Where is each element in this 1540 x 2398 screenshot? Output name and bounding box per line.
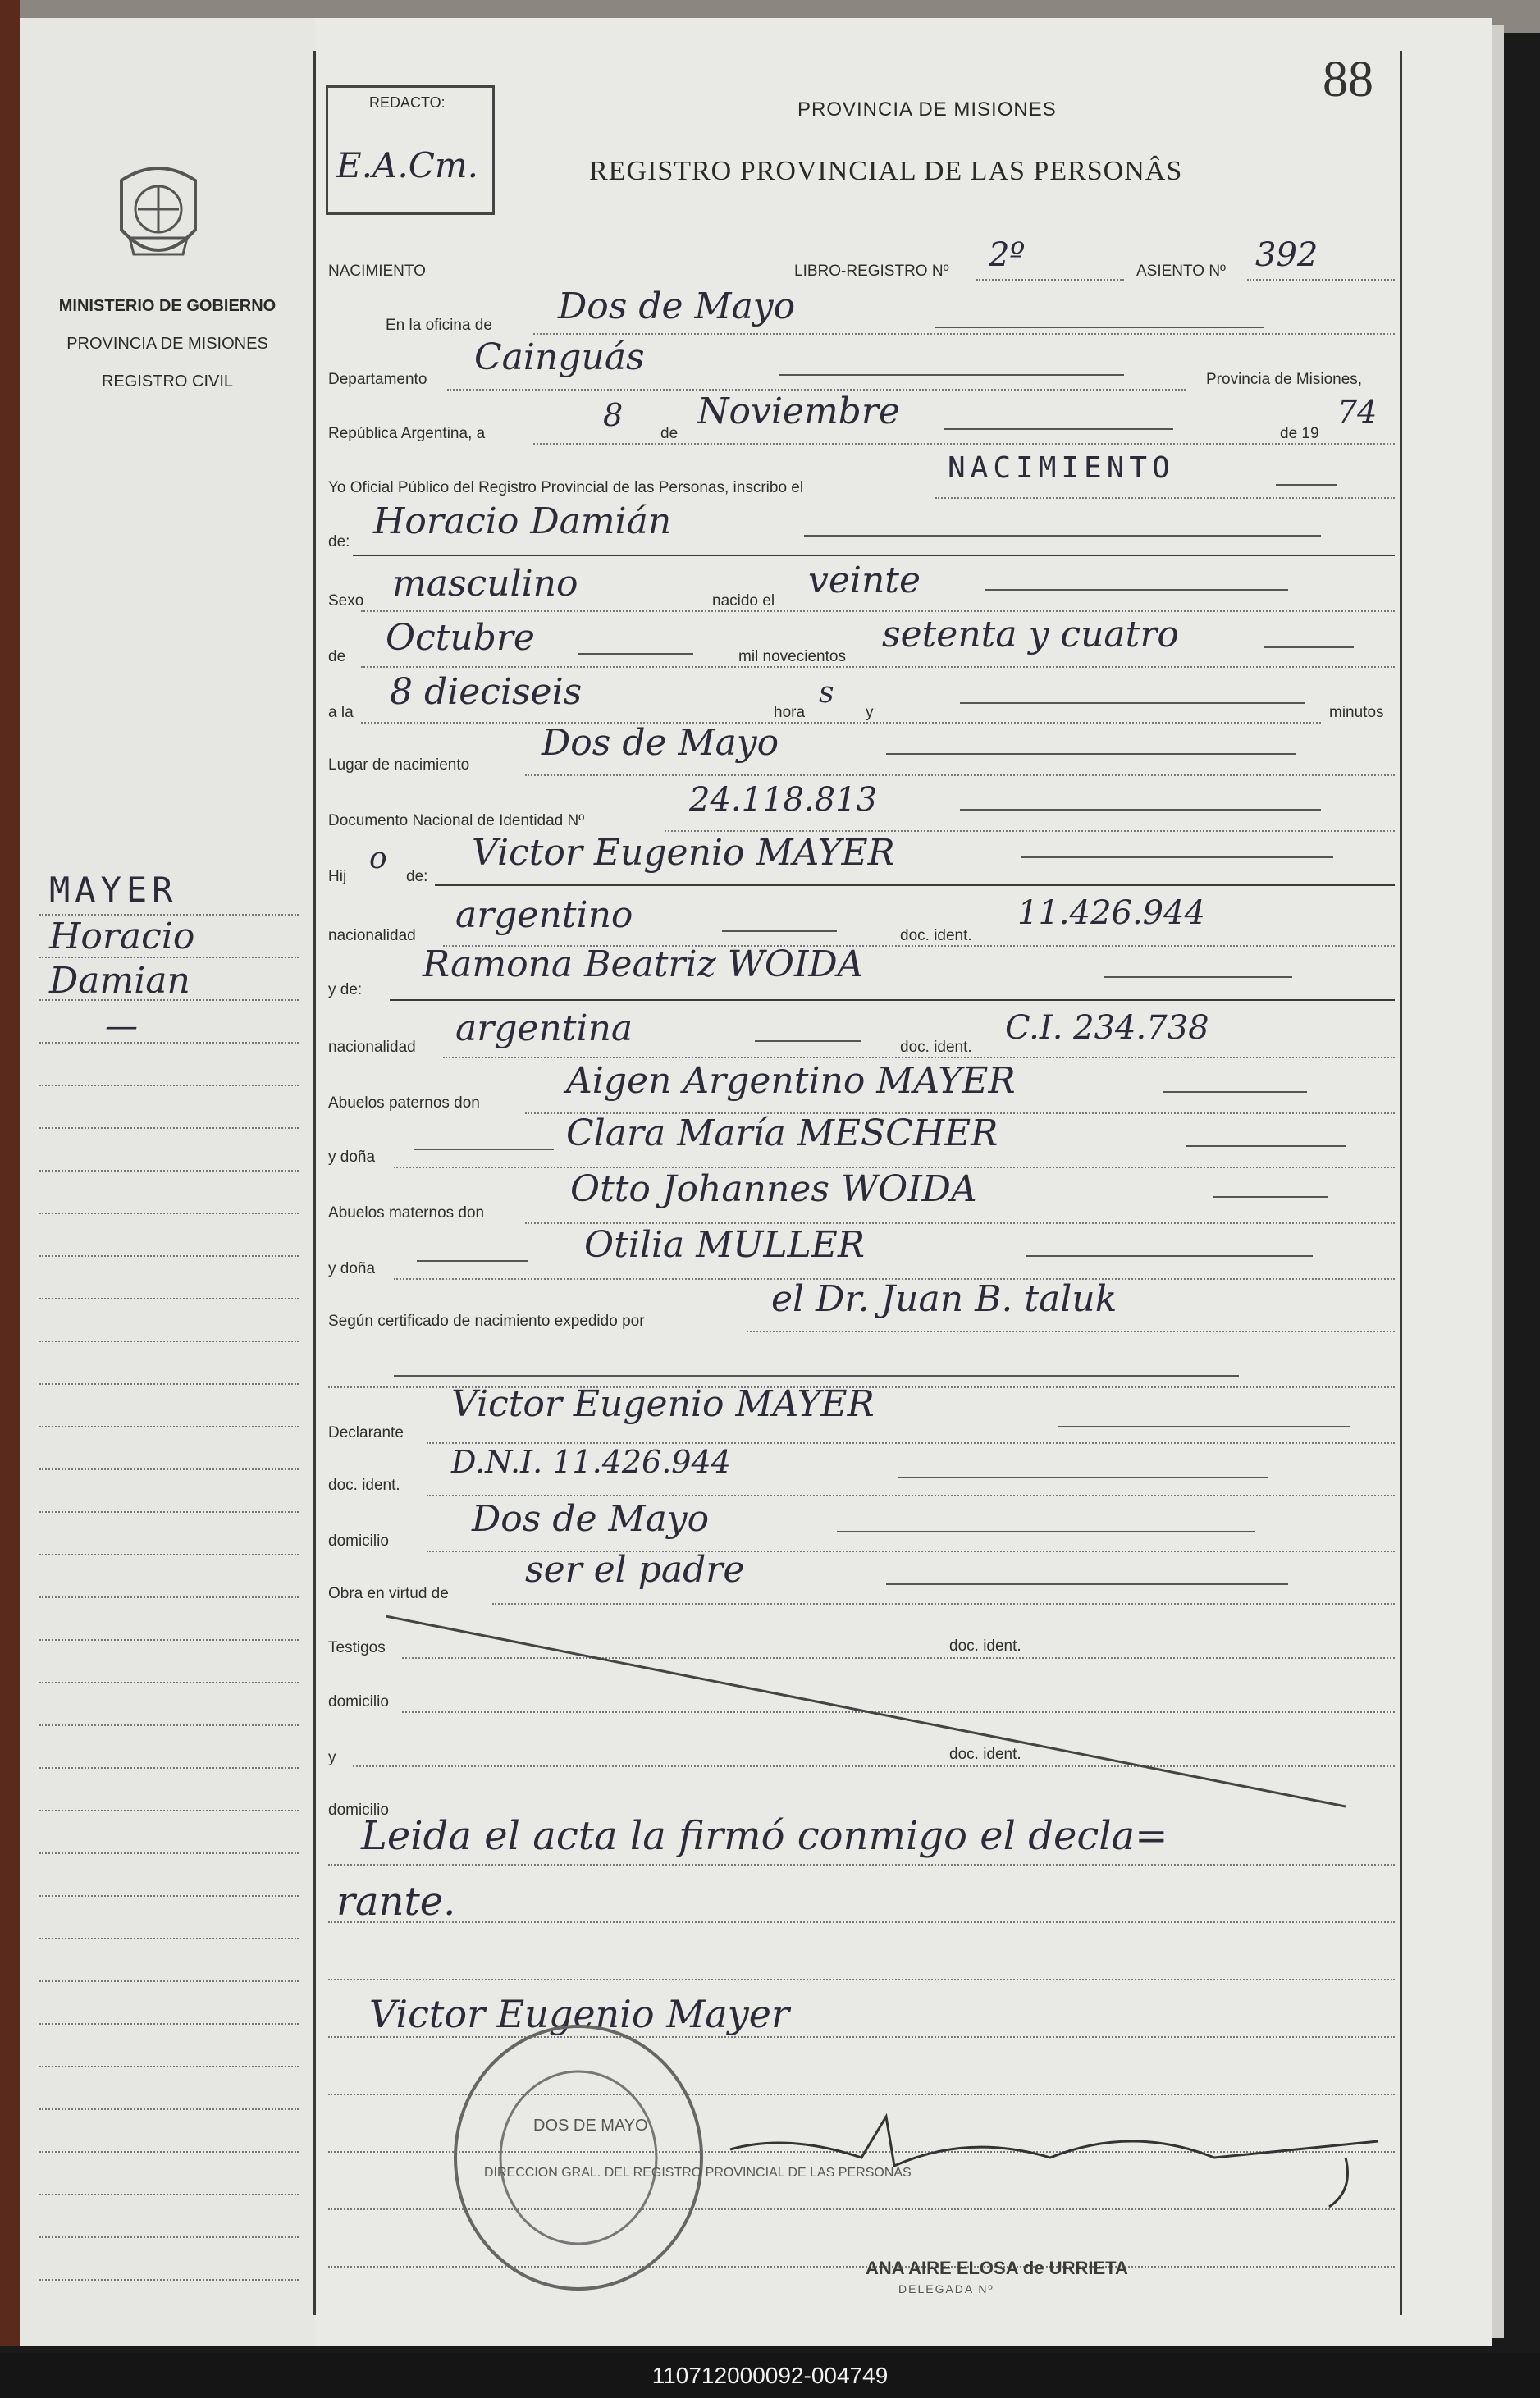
abuelo-mat-value: Otto Johannes WOIDA (570, 1168, 977, 1210)
rule (1213, 1196, 1328, 1198)
margin-rule (39, 1341, 299, 1342)
registry-title: REGISTRO PROVINCIAL DE LAS PERSONÂS (589, 156, 1183, 186)
rule (1104, 976, 1292, 978)
hora-label: hora (774, 704, 806, 721)
oficina-label: En la oficina de (386, 317, 492, 334)
docident3-label: doc. ident. (949, 1746, 1021, 1763)
domicilio3-label: domicilio (328, 1802, 389, 1819)
margin-rule (39, 1852, 299, 1854)
abuela-mat-value: Otilia MULLER (584, 1224, 866, 1266)
rule (492, 1603, 1395, 1605)
rule (722, 930, 837, 932)
margin-rule (39, 1639, 299, 1641)
rule (328, 1864, 1395, 1866)
sexo-value: masculino (392, 563, 578, 605)
rule (328, 1979, 1395, 1980)
margin-rule (39, 1255, 299, 1257)
rule (1247, 279, 1395, 281)
rule (985, 589, 1288, 591)
leida-line1: Leida el acta la firmó conmigo el decla= (361, 1813, 1168, 1859)
ministry-block (20, 287, 315, 400)
nacionalidad-label: nacionalidad (328, 927, 416, 944)
rule (1264, 646, 1354, 648)
hora-num: s (819, 676, 834, 710)
libro-value: 2º (989, 236, 1026, 274)
officer-title: DELEGADA Nº (898, 2282, 994, 2295)
rule (414, 1149, 554, 1150)
hora-value: 8 dieciseis (390, 671, 583, 713)
provincia-label: Provincia de Misiones, (1206, 371, 1363, 388)
rule (361, 610, 1395, 612)
margin-rule (39, 1468, 299, 1470)
doc-decl-label: doc. ident. (328, 1477, 400, 1494)
margin-rule (39, 2023, 299, 2025)
certificado-label: Según certificado de nacimiento expedido por (328, 1313, 645, 1330)
nacionalidad-label: nacionalidad (328, 1039, 416, 1056)
rule (361, 722, 1321, 724)
lugar-label: Lugar de nacimiento (328, 756, 470, 774)
rule (525, 774, 1395, 776)
margin-rule (39, 2108, 299, 2110)
redacto-label: REDACTO: (369, 94, 446, 111)
rule (1163, 1091, 1307, 1093)
strikethrough-line (386, 1613, 1354, 1810)
docident-label: doc. ident. (900, 927, 972, 944)
margin-rule (39, 1127, 299, 1129)
margin-rule (39, 1042, 299, 1044)
page-edge (1492, 25, 1504, 2338)
officer-signature (722, 2100, 1395, 2215)
de-label: de (660, 425, 679, 442)
minutos-label: minutos (1329, 704, 1384, 721)
rule (1058, 1426, 1350, 1427)
rule (443, 1057, 1395, 1058)
ministry-line2: PROVINCIA DE MISIONES (66, 335, 268, 353)
oficial-label: Yo Oficial Público del Registro Provincial de las Personas, inscribo el (328, 479, 804, 496)
rule (1021, 856, 1333, 858)
abuelos-pat-label: Abuelos paternos don (328, 1094, 480, 1112)
de19-label: de 19 (1280, 425, 1319, 442)
footer-bar (0, 2353, 1540, 2398)
rule (394, 1375, 1239, 1377)
margin-second-name: Damian (49, 960, 190, 1002)
hij-suffix: o (369, 842, 387, 875)
margin-rule (39, 1724, 299, 1726)
margin-rule (39, 914, 299, 916)
margin-rule (39, 1383, 299, 1385)
margin-dash: — (105, 1007, 138, 1045)
rule (435, 884, 1395, 886)
margin-rule (39, 2151, 299, 2153)
margin-rule (39, 2236, 299, 2238)
rule (417, 1260, 528, 1262)
declarante-value: Victor Eugenio MAYER (451, 1383, 875, 1425)
province-title: PROVINCIA DE MISIONES (797, 98, 1057, 121)
rule (886, 753, 1296, 755)
rule (533, 333, 1395, 335)
margin-rule (39, 957, 299, 958)
margin-rule (39, 1596, 299, 1598)
ydona-label: y doña (328, 1260, 376, 1277)
de3-label: de: (406, 868, 428, 885)
abuela-pat-value: Clara María MESCHER (566, 1112, 998, 1154)
nacimiento-label: NACIMIENTO (328, 263, 426, 280)
anio-nac-value: setenta y cuatro (882, 614, 1179, 655)
docident2-label: doc. ident. (949, 1637, 1021, 1655)
rule (353, 555, 1395, 556)
margin-rule (39, 1682, 299, 1683)
margin-rule (39, 1938, 299, 1939)
ministry-line1: MINISTERIO DE GOBIERNO (58, 297, 276, 315)
lugar-value: Dos de Mayo (542, 722, 779, 764)
y2-label: y (328, 1749, 336, 1766)
asiento-label: ASIENTO Nº (1136, 263, 1226, 280)
ydona-label: y doña (328, 1149, 376, 1166)
rule (935, 497, 1395, 499)
rule (898, 1477, 1268, 1478)
rule (1026, 1255, 1313, 1257)
margin-rule (39, 1213, 299, 1214)
margin-rule (39, 1298, 299, 1299)
rule (944, 428, 1173, 430)
margin-first-name: Horacio (49, 916, 195, 957)
departamento-value: Cainguás (474, 336, 645, 378)
inscribo-value: NACIMIENTO (948, 451, 1175, 485)
rule (804, 535, 1321, 537)
hij-label: Hij (328, 868, 347, 885)
rule (886, 1583, 1288, 1585)
nac-madre-value: argentina (455, 1007, 633, 1049)
rule (578, 653, 693, 655)
nacido-label: nacido el (712, 592, 775, 610)
rule (1186, 1145, 1346, 1147)
rule (960, 702, 1305, 704)
footer-code: 110712000092-004749 (651, 2363, 889, 2388)
ala-label: a la (328, 704, 354, 721)
margin-rule (39, 1085, 299, 1086)
margin-rule (39, 1895, 299, 1897)
domicilio2-label: domicilio (328, 1693, 389, 1711)
mes-value: Noviembre (697, 391, 900, 432)
right-border (1400, 51, 1402, 2315)
rule (976, 279, 1124, 281)
emblem-icon (105, 156, 212, 271)
asiento-value: 392 (1255, 236, 1318, 274)
rule (361, 666, 1395, 668)
sexo-label: Sexo (328, 592, 364, 610)
redacto-box (326, 85, 495, 215)
rule (747, 1331, 1395, 1332)
rule (935, 327, 1264, 328)
stamp-text: DIRECCION GRAL. DEL REGISTRO PROVINCIAL DE LAS PERSONAS (484, 2166, 912, 2180)
margin-rule (39, 999, 299, 1001)
libro-label: LIBRO-REGISTRO Nº (794, 263, 949, 280)
rule (779, 374, 1124, 376)
domicilio-value: Dos de Mayo (472, 1498, 710, 1540)
margin-rule (39, 1810, 299, 1811)
officer-name: ANA AIRE ELOSA de URRIETA (866, 2258, 1128, 2278)
dni-value: 24.118.813 (689, 781, 878, 819)
margin-rule (39, 2279, 299, 2281)
rule (533, 443, 1395, 445)
rule (837, 1531, 1255, 1532)
nacido-value: veinte (808, 560, 921, 601)
republica-label: República Argentina, a (328, 425, 486, 442)
rule (1276, 484, 1337, 486)
yde-label: y de: (328, 981, 363, 998)
margin-rule (39, 2066, 299, 2067)
dia-value: 8 (603, 397, 624, 433)
docident-label: doc. ident. (900, 1039, 972, 1056)
margin-rule (39, 1767, 299, 1769)
certificado-value: el Dr. Juan B. taluk (771, 1278, 1117, 1320)
margin-rule (39, 2194, 299, 2195)
doc-padre-value: 11.426.944 (1017, 894, 1206, 932)
departamento-label: Departamento (328, 371, 427, 388)
margin-rule (39, 1426, 299, 1427)
margin-rule (39, 1554, 299, 1555)
de2-label: de (328, 648, 346, 665)
y-label: y (866, 704, 874, 721)
stamp-center: DOS DE MAYO (533, 2117, 648, 2135)
de-persona-label: de: (328, 533, 350, 550)
rule (960, 809, 1321, 811)
dni-label: Documento Nacional de Identidad Nº (328, 812, 585, 829)
page-number: 88 (1323, 52, 1373, 107)
madre-value: Ramona Beatriz WOIDA (423, 943, 864, 985)
margin-rule (39, 1170, 299, 1172)
ministry-line3: REGISTRO CIVIL (101, 372, 234, 391)
rule (328, 1921, 1395, 1923)
oficina-value: Dos de Mayo (558, 285, 796, 327)
obra-label: Obra en virtud de (328, 1585, 449, 1602)
rule (427, 1495, 1395, 1496)
rule (755, 1040, 861, 1042)
abuelos-mat-label: Abuelos maternos don (328, 1204, 485, 1222)
margin-rule (39, 1980, 299, 1982)
stamp-seal (443, 2018, 714, 2297)
rule (390, 999, 1395, 1001)
padre-value: Victor Eugenio MAYER (472, 832, 895, 874)
nac-padre-value: argentino (455, 894, 633, 936)
declarante-signature: Victor Eugenio Mayer (369, 1992, 789, 2036)
domicilio-label: domicilio (328, 1532, 389, 1550)
redacto-initials: E.A.Cm. (336, 145, 479, 185)
margin-rule (39, 1511, 299, 1513)
mil-label: mil novecientos (738, 648, 846, 665)
anio-value: 74 (1337, 394, 1378, 430)
declarante-label: Declarante (328, 1424, 404, 1441)
persona-value: Horacio Damián (373, 500, 672, 542)
doc-decl-value: D.N.I. 11.426.944 (451, 1444, 731, 1480)
abuelo-pat-value: Aigen Argentino MAYER (566, 1060, 1016, 1102)
obra-value: ser el padre (525, 1549, 745, 1591)
testigos-label: Testigos (328, 1639, 386, 1656)
margin-surname: MAYER (49, 870, 178, 910)
leida-line2: rante. (336, 1879, 456, 1925)
mes-nac-value: Octubre (386, 617, 535, 659)
doc-madre-value: C.I. 234.738 (1005, 1009, 1209, 1047)
book-spine (0, 0, 20, 2346)
